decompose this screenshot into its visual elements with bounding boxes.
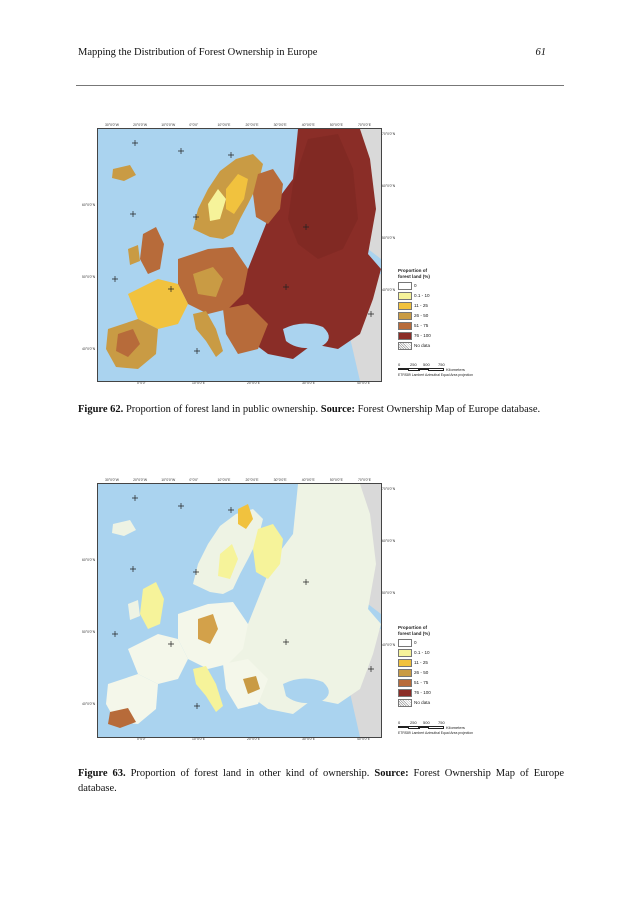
legend-swatch	[398, 659, 412, 667]
graticule-left-label: 50°0'0"N	[82, 275, 96, 279]
figure-62-map	[97, 128, 382, 382]
figure-63-caption	[78, 767, 564, 796]
figure-62-source-text: Forest Ownership Map of Europe database.	[354, 404, 541, 415]
graticule-top-label: 20°0'0"E	[245, 123, 259, 127]
graticule-right-label: 60°0'0"N	[382, 539, 396, 543]
scale-segment	[428, 368, 444, 371]
legend-swatch	[398, 669, 412, 677]
legend-title-line1: Proportion of	[398, 268, 428, 273]
scale-label: 750	[438, 362, 445, 367]
figure-63-source-label: Source:	[374, 768, 409, 779]
scale-label: 0	[398, 362, 401, 367]
scale-unit: Kilometers	[446, 367, 465, 372]
scale-label: 0	[398, 720, 401, 725]
graticule-left-label: 40°0'0"N	[82, 347, 96, 351]
legend-item	[398, 292, 458, 299]
legend-title-line1: Proportion of	[398, 625, 428, 630]
legend-swatch-hatched	[398, 699, 412, 707]
scale-segment	[428, 726, 444, 729]
graticule-right-label: 70°0'0"N	[382, 487, 396, 491]
graticule-right-label: 60°0'0"N	[382, 184, 396, 188]
header-rule	[76, 85, 564, 86]
graticule-bottom-label: 0°0'0"	[137, 381, 146, 385]
legend-item	[398, 342, 458, 349]
legend-item	[398, 302, 458, 309]
figure-63-source-text: Forest Ownership Map of Europe database.	[78, 768, 565, 794]
legend-swatch	[398, 679, 412, 687]
legend-item	[398, 312, 458, 319]
graticule-left-label: 60°0'0"N	[82, 558, 96, 562]
legend-swatch	[398, 639, 412, 647]
figure-63-scalebar	[398, 720, 488, 738]
legend-item	[398, 679, 458, 686]
legend-swatch	[398, 312, 412, 320]
legend-item	[398, 282, 458, 289]
graticule-top-label: 20°0'0"W	[133, 478, 148, 482]
figure-63-legend	[398, 625, 431, 705]
graticule-top-label: 0°0'0"	[189, 123, 199, 127]
graticule-bottom-label: 40°0'0"E	[357, 737, 371, 741]
graticule-top-label: 10°0'0"W	[161, 478, 176, 482]
page-number: 61	[535, 47, 546, 58]
legend-label: No data	[414, 699, 431, 705]
scale-label: 750	[438, 720, 445, 725]
graticule-top-label: 10°0'0"E	[217, 123, 231, 127]
legend-label: 11 - 25	[414, 302, 428, 308]
scale-unit: Kilometers	[446, 725, 465, 730]
legend-label: 26 - 50	[414, 669, 429, 675]
figure-62-map-graphic	[98, 129, 381, 381]
projection-note: ETRS89 Lambert Azimuthal Equal Area projection	[398, 731, 474, 735]
legend-swatch	[398, 302, 412, 310]
graticule-right-label: 50°0'0"N	[382, 236, 396, 240]
graticule-right-label: 40°0'0"N	[382, 288, 396, 292]
graticule-right-label: 70°0'0"N	[382, 132, 396, 136]
legend-swatch	[398, 332, 412, 340]
graticule-bottom-label: 0°0'0"	[137, 737, 146, 741]
graticule-top-label: 30°0'0"W	[105, 478, 119, 482]
legend-item	[398, 689, 458, 696]
legend-swatch	[398, 292, 412, 300]
legend-item	[398, 639, 458, 646]
figure-63-map-graphic	[98, 484, 381, 737]
scale-segment	[398, 726, 408, 728]
legend-item	[398, 669, 458, 676]
scale-segment	[418, 726, 428, 728]
graticule-top-label: 10°0'0"W	[161, 123, 176, 127]
legend-label: 0.1 - 10	[414, 649, 430, 655]
legend-label: 51 - 75	[414, 679, 429, 685]
legend-item	[398, 659, 458, 666]
scale-label: 250	[410, 720, 417, 725]
projection-note: ETRS89 Lambert Azimuthal Equal Area projection	[398, 373, 474, 377]
graticule-left-label: 40°0'0"N	[82, 702, 96, 706]
graticule-top-label: 40°0'0"E	[301, 123, 315, 127]
figure-62-source-label: Source:	[320, 404, 355, 415]
legend-swatch	[398, 322, 412, 330]
graticule-left-label: 50°0'0"N	[82, 630, 96, 634]
figure-62-legend	[398, 268, 431, 348]
legend-label: 76 - 100	[414, 332, 431, 338]
scale-segment	[418, 368, 428, 370]
legend-label: 11 - 25	[414, 659, 428, 665]
legend-swatch	[398, 649, 412, 657]
graticule-bottom-label: 30°0'0"E	[302, 737, 316, 741]
figure-63-label: Figure 63.	[78, 768, 126, 779]
legend-swatch	[398, 282, 412, 290]
legend-title-line2: forest land (%)	[398, 630, 430, 636]
legend-title-line2: forest land (%)	[398, 273, 430, 279]
graticule-right-label: 40°0'0"N	[382, 643, 396, 647]
figure-62-caption	[78, 403, 564, 418]
legend-label: 51 - 75	[414, 322, 429, 328]
legend-swatch	[398, 689, 412, 697]
graticule-top-label: 20°0'0"E	[245, 478, 259, 482]
scale-label: 250	[410, 362, 417, 367]
legend-item	[398, 649, 458, 656]
graticule-top-label: 50°0'0"E	[329, 478, 343, 482]
figure-62-text: Proportion of forest land in public ownership.	[123, 404, 321, 415]
legend-label: 0	[414, 639, 417, 645]
graticule-top-label: 30°0'0"E	[273, 123, 287, 127]
figure-62-label: Figure 62.	[78, 404, 124, 415]
graticule-top-label: 70°0'0"E	[358, 123, 372, 127]
figure-62-scalebar	[398, 362, 488, 380]
graticule-bottom-label: 40°0'0"E	[357, 381, 371, 385]
graticule-right-label: 50°0'0"N	[382, 591, 396, 595]
graticule-bottom-label: 20°0'0"E	[247, 737, 261, 741]
graticule-top-label: 10°0'0"E	[217, 478, 231, 482]
figure-63-text: Proportion of forest land in other kind of ownership.	[125, 768, 375, 779]
legend-label: 0.1 - 10	[414, 292, 430, 298]
graticule-bottom-label: 20°0'0"E	[247, 381, 261, 385]
legend-label: 76 - 100	[414, 689, 431, 695]
legend-label: No data	[414, 342, 431, 348]
graticule-top-label: 20°0'0"W	[133, 123, 148, 127]
graticule-top-label: 30°0'0"E	[273, 478, 287, 482]
graticule-bottom-label: 30°0'0"E	[302, 381, 316, 385]
graticule-top-label: 0°0'0"	[189, 478, 199, 482]
scale-label: 500	[423, 362, 430, 367]
graticule-bottom-label: 10°0'0"E	[192, 737, 206, 741]
scale-label: 500	[423, 720, 430, 725]
legend-item	[398, 322, 458, 329]
graticule-top-label: 40°0'0"E	[301, 478, 315, 482]
legend-swatch-hatched	[398, 342, 412, 350]
graticule-top-label: 70°0'0"E	[358, 478, 372, 482]
graticule-bottom-label: 10°0'0"E	[192, 381, 206, 385]
graticule-top-label: 50°0'0"E	[329, 123, 343, 127]
graticule-left-label: 60°0'0"N	[82, 203, 96, 207]
figure-63-map	[97, 483, 382, 738]
legend-label: 0	[414, 282, 417, 288]
graticule-top-label: 30°0'0"W	[105, 123, 119, 127]
legend-item	[398, 332, 458, 339]
running-title: Mapping the Distribution of Forest Ownership in Europe	[78, 47, 318, 58]
legend-label: 26 - 50	[414, 312, 429, 318]
scale-segment	[398, 368, 408, 370]
legend-item	[398, 699, 458, 706]
